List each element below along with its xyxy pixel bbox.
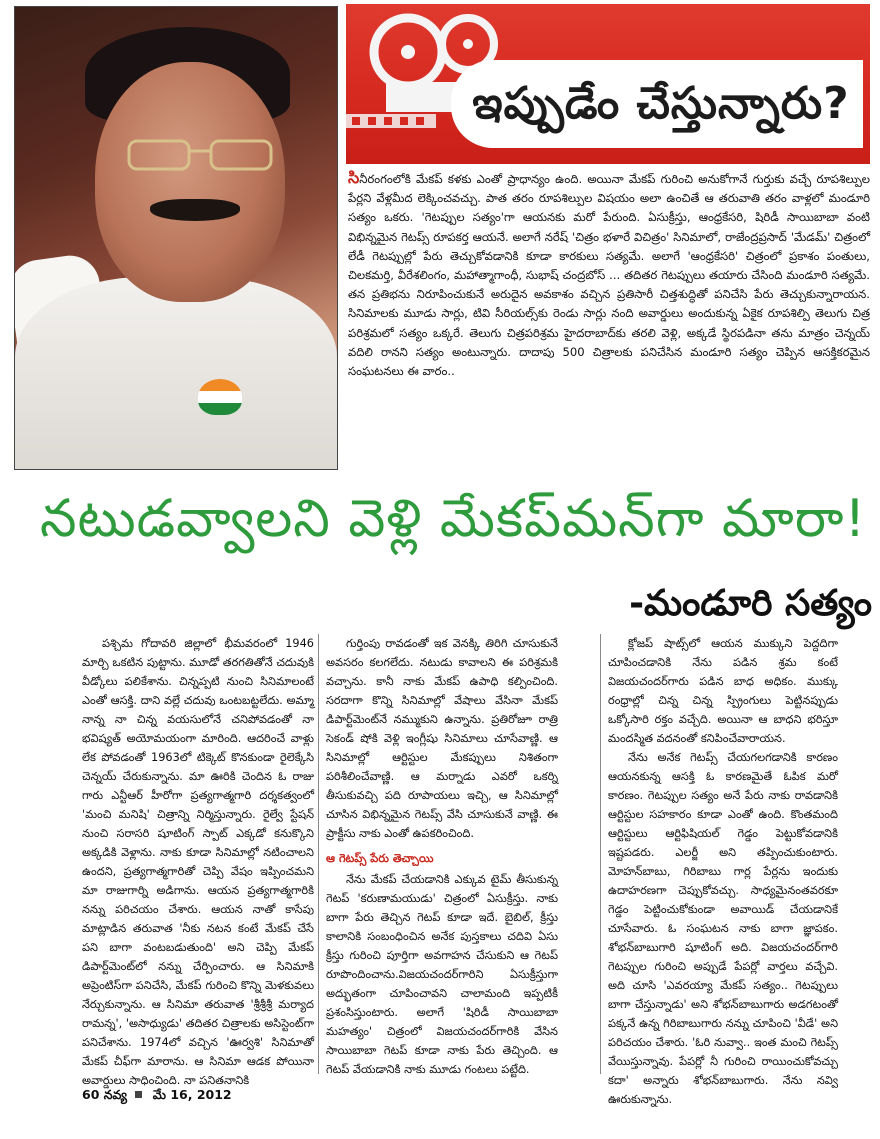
column-1-text: పశ్చిమ గోదావరి జిల్లాలో భీమవరంలో 1946 మార్చి ఒకటిన పుట్టాను. మూడో తరగతితోనే చదువుకి వీడ్కోలు పలికేశాను. చిన్నప్పటి నుంచి సినిమాలంటే ఎంతో ఆసక్తి. దాని వల్లే చదువు ఒంటబట్టలేదు. అమ్మా నాన్న నా చిన్న వయసులోనే చనిపోవడంతో నా భవిష్యత్ అయోమయంగా మారింది. ఆదరించే వాళ్లు లేక పోవడంతో 1963లో టిక్కెట్ కొనకుండా రైలెక్కేసి చెన్నయ్ చేరుకున్నాను. మా ఊరికి చెందిన ఓ రాజు గారు ఎన్టీఆర్ హీరోగా ప్రత్యగాత్మగారి దర్శకత్వంలో 'మంచి మనిషి' చిత్రాన్ని నిర్మిస్తున్నారు. రైల్వే స్టేషన్ నుంచి సరాసరి షూటింగ్ స్పాట్ ఎక్కడో కనుక్కొని అక్కడికి వెళ్లాను. నాకు కూడా సినిమాల్లో నటించాలని ఉందని, ప్రత్యగాత్మగారితో చెప్పి వేషం ఇప్పించమని మా రాజుగార్ని అడిగాను. ఆయన ప్రత్యగాత్మగారికి నన్ను పరిచయం చేశారు. ఆయన నాతో కాసేపు మాట్లాడిన తరువాత 'నీకు నటన కంటే మేకప్ చేసే పని బాగా వంటబడుతుంది' అని చెప్పి మేకప్ డిపార్ట్‌మెంట్‌లో నన్ను చేర్పించారు. ఆ సినిమాకి అప్రెంటిస్‌గా పనిచేసి, మేకప్ గురించి కొన్ని మెళకువలు నేర్చుకున్నాను. ఆ సినిమా తరువాత 'శ్రీశ్రీశ్రీ మర్యాద రామన్న', 'అసాధ్యుడు' తదితర చిత్రాలకు అసిస్టెంట్‌గా పనిచేశాను. 1974లో వచ్చిన 'ఊర్వశి' సినిమాతో మేకప్ చీఫ్‌గా మారాను. ఆ సినిమా ఆడక పోయినా అవార్డులు సాధించింది. నా పనితనానికి bbox=[82, 637, 314, 1087]
glasses-icon bbox=[125, 135, 275, 175]
column-2-subheading: ఆ గెటప్స్ పేరు తెచ్చాయి bbox=[326, 852, 434, 865]
shirt-shape bbox=[15, 277, 337, 470]
column-3-text-b: నేను అనేక గెటప్స్ చేయగలగడానికి కారణం ఆయనకున్న ఆసక్తి ఓ కారణమైతే ఓపిక మరో కారణం. గెటప్పుల సత్యం అనే పేరు నాకు రావడానికి ఆర్టిస్టుల సహకారం కూడా ఎంతో ఉంది. కొంతమంది ఆర్టిస్టులు ఆర్టిఫిషియల్ గెడ్డం పెట్టుకోవడానికి ఇష్టపడరు. ఎలర్జీ అని తప్పించుకుంటారు. మోహన్‌బాబు, గిరిబాబు గార్ల పేర్లను ఇందుకు ఉదాహరణగా చెప్పుకోవచ్చు. సాధ్యమైనంతవరకూ గెడ్డం పెట్టించుకోకుండా అవాయిడ్ చేయడానికే చూసేవారు. ఓ సంఘటన నాకు బాగా జ్ఞాపకం. శోభన్‌బాబుగారి షూటింగ్ అది. విజయచందర్‌గారి గెటప్పుల గురించి అప్పుడే పేపర్లో వార్తలు వచ్చేవి. అది చూసి 'ఎవరయ్యా మేకప్ సత్యం.. గెటప్పులు బాగా చేస్తున్నాడు' అని శోభన్‌బాబుగారు అడగటంతో పక్కనే ఉన్న గిరిబాబుగారు నన్ను చూపించి 'వీడే' అని పరిచయం చేశారు. 'ఓరి నువ్వా.. ఇంత మంచి గెటప్స్ వేయిస్తున్నావు. పేపర్లో నీ గురించి రాయించుకోవచ్చు కదా' అన్నారు శోభన్‌బాబుగారు. నేను నవ్వి ఊరుకున్నాను. bbox=[608, 751, 838, 1106]
article-headline: నటుడవ్వాలని వెళ్లి మేకప్‌మన్‌గా మారా! bbox=[40, 489, 867, 549]
portrait-photo bbox=[14, 6, 338, 470]
face-shape bbox=[95, 62, 285, 302]
column-2-text-b: నేను మేకప్ చేయడానికి ఎక్కువ టైమ్ తీసుకున్న గెటప్ 'కరుణామయుడు' చిత్రంలో ఏసుక్రీస్తు. నాకు బాగా పేరు తెచ్చిన గెటప్ కూడా ఇదే. బైబిల్, క్రీస్తు కాలానికి సంబంధించిన అనేక పుస్తకాలు చదివి ఏసు క్రీస్తు గురించి పూర్తిగా అవగాహన చేసుకుని ఆ గెటప్ రూపొందించాను.విజయచందర్‌గారిని ఏసుక్రీస్తుగా అద్భుతంగా చూపించావని చాలామంది ఇప్పటికీ ప్రశంసిస్తుంటారు. అలాగే 'షిరిడీ సాయిబాబా మహత్యం' చిత్రంలో విజయచందర్‌గారికి వేసిన సాయిబాబా గెటప్ కూడా నాకు పేరు తెచ్చింది. ఆ గెటప్ వేయడానికి నాకు మూడు గంటలు పట్టేది. bbox=[326, 873, 558, 1076]
intro-drop-letter: సి bbox=[348, 168, 360, 187]
page-number: 60 bbox=[82, 1087, 100, 1102]
intro-text: నీరంగంలోకి మేకప్ కళకు ఎంతో ప్రాధాన్యం ఉంది. అయినా మేకప్ గురించి అనుకోగానే గుర్తుకు వచ్చే రూపశిల్పుల పేర్లని వేళ్లమీద లెక్కించవచ్చు. పాత తరం రూపశిల్పుల విషయం అలా ఉంచితే ఆ తరువాతి తరం వాళ్లలో మండూరి సత్యం ఒకరు. 'గెటప్పుల సత్యం'గా ఆయనకు మరో పేరుంది. ఏసుక్రీస్తు, ఆంధ్రకేసరి, షిరిడీ సాయిబాబా వంటి విభిన్నమైన గెటప్స్ రూపకర్త ఆయనే. అలాగే నరేష్ 'చిత్రం భళారే విచిత్రం' సినిమాలో, రాజేంద్రప్రసాద్ 'మేడమ్' చిత్రంలో లేడీ గెటప్పుల్లో పేరు తెచ్చుకోవడానికి కూడా కారకులు సత్యమే. అలాగే 'ఆంధ్రకేసరి' చిత్రంలో ప్రకాశం పంతులు, చిలకమర్తి, వీరేశలింగం, మహాత్మాగాంధీ, సుభాష్ చంద్రబోస్ ... తదితర గెటప్పులు తయారు చేసింది మండూరి సత్యమే. తన ప్రతిభను నిరూపించుకునే అరుదైన అవకాశం వచ్చిన ప్రతిసారీ చిత్తశుద్ధితో పనిచేసి పేరు తెచ్చుకున్నారాయన. సినిమాలకు మూడు సార్లు, టివి సీరియల్స్‌కు రెండు సార్లు నంది అవార్డులు అందుకున్న ఏకైక రూపశిల్పి తెలుగు చిత్ర పరిశ్రమలో సత్యం ఒక్కరే. తెలుగు చిత్రపరిశ్రమ హైదరాబాద్‌కు తరలి వెళ్లి, అక్కడే స్థిరపడినా తను మాత్రం చెన్నయ్ వదిలి రానని సత్యం అంటున్నారు. దాదాపు 500 చిత్రాలకు పనిచేసిన మండూరి సత్యం చెప్పిన ఆసక్తికరమైన సంఘటనలు ఈ వారం.. bbox=[348, 172, 870, 379]
flag-badge-icon bbox=[198, 379, 242, 415]
column-divider bbox=[600, 634, 601, 1074]
article-column-2 bbox=[326, 634, 558, 1074]
article-byline: -మండూరి సత్యం bbox=[629, 583, 872, 624]
magazine-name: నవ్య bbox=[103, 1087, 128, 1102]
banner-title: ఇప్పుడేం చేస్తున్నారు? bbox=[472, 78, 850, 129]
column-divider bbox=[318, 634, 319, 1074]
page-footer bbox=[82, 1084, 382, 1106]
article-column-3 bbox=[608, 634, 838, 1106]
article-column-1 bbox=[82, 634, 314, 1087]
section-banner bbox=[346, 4, 870, 164]
separator-square-icon bbox=[135, 1091, 142, 1098]
moustache-shape bbox=[150, 199, 240, 221]
issue-date: మే 16, 2012 bbox=[152, 1087, 232, 1102]
column-3-text-a: క్లోజప్ షాట్స్‌లో ఆయన ముక్కుని పెద్దదిగా చూపించడానికి నేను పడిన శ్రమ కంటే విజయచందర్‌గారు పడిన బాధ అధికం. ముక్కు రంధ్రాల్లో చిన్న చిన్న స్ప్రింగులు పెట్టినప్పుడు ఒక్కోసారి రక్తం వచ్చేది. అయినా ఆ బాధని భరిస్తూ మందస్మిత వదనంతో కనిపించేవారాయన. bbox=[608, 637, 838, 745]
intro-paragraph bbox=[348, 168, 870, 470]
column-2-text-a: గుర్తింపు రావడంతో ఇక వెనక్కి తిరిగి చూసుకునే అవసరం కలగలేదు. నటుడు కావాలని ఈ పరిశ్రమకి వచ్చాను. కానీ నాకు మేకప్ ఉపాధి కల్పించింది. సరదాగా కొన్ని సినిమాల్లో వేషాలు వేసినా మేకప్ డిపార్ట్‌మెంట్‌నే నమ్ముకుని ఉన్నాను. ప్రతిరోజూ రాత్రి సెకండ్ షోకి వెళ్లి ఇంగ్లీషు సినిమాలు చూసేవాణ్ణి. ఆ సినిమాల్లో ఆర్టిస్టుల మేకప్పులు నిశితంగా పరిశీలించేవాణ్ణి. ఆ మర్నాడు ఎవరో ఒకర్ని తీసుకువచ్చి పది రూపాయలు ఇచ్చి, ఆ సినిమాల్లో చూసిన విభిన్నమైన గెటప్స్ వేసి చూసుకునే వాణ్ణి. ఈ ప్రాక్టీసు నాకు ఎంతో ఉపకరించింది. bbox=[326, 637, 558, 840]
